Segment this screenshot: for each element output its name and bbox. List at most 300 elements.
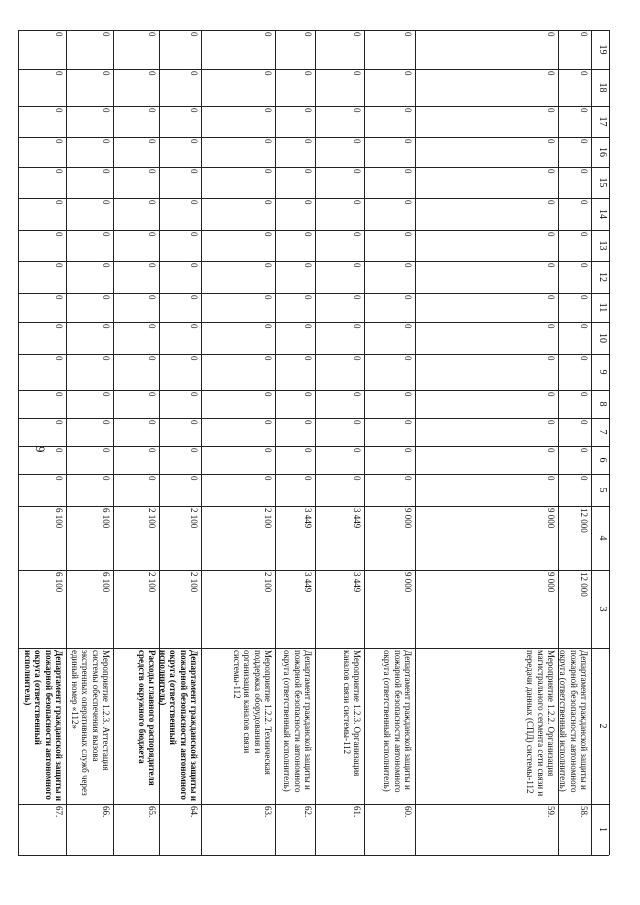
row-value: 0 — [101, 448, 111, 453]
row-value: 0 — [546, 139, 556, 144]
row-value-cell — [558, 69, 591, 106]
column-header-cell — [591, 198, 609, 230]
row-value: 0 — [263, 169, 273, 174]
column-header: 7 — [597, 429, 608, 435]
row-value-cell — [201, 446, 275, 474]
row-value-cell — [159, 69, 201, 106]
column-header-cell — [591, 322, 609, 354]
row-value: 0 — [403, 200, 413, 205]
row-value-cell — [201, 354, 275, 390]
row-value-cell — [275, 30, 315, 69]
row-value-cell — [113, 418, 159, 446]
row-number-cell — [558, 804, 591, 855]
row-value-cell — [113, 390, 159, 418]
row-name: Мероприятие 1.2.2. Техническая поддержка оборудования и организация каналов связи системы-112 — [231, 650, 273, 775]
row-value: 0 — [303, 295, 313, 300]
row-value: 0 — [101, 392, 111, 397]
row-value-cell — [558, 106, 591, 137]
row-value-cell — [201, 30, 275, 69]
row-value: 0 — [147, 356, 157, 361]
row-value-cell — [18, 69, 66, 106]
row-value-cell — [18, 106, 66, 137]
row-value: 0 — [546, 448, 556, 453]
row-value-cell — [159, 167, 201, 198]
row-value-cell — [415, 69, 558, 106]
row-value-cell — [18, 261, 66, 293]
row-value: 0 — [403, 71, 413, 76]
row-number: 64. — [189, 806, 199, 818]
row-value: 0 — [263, 295, 273, 300]
row-value-cell — [315, 322, 364, 354]
column-header: 6 — [597, 457, 608, 463]
row-value-cell — [315, 506, 364, 570]
row-name: Мероприятие 1.2.2. Организация магистрального сегмента сети связи и передачи данных (СПД) системы-112 — [525, 650, 556, 797]
row-value: 0 — [579, 324, 589, 329]
row-value-cell — [66, 137, 113, 167]
row-number: 61. — [352, 806, 362, 818]
row-value: 0 — [101, 32, 111, 37]
row-value: 0 — [546, 263, 556, 268]
row-value-cell — [18, 474, 66, 506]
row-value: 0 — [352, 232, 362, 237]
row-value: 0 — [303, 476, 313, 481]
row-value-cell — [558, 167, 591, 198]
row-value-cell — [364, 198, 415, 230]
row-value: 0 — [54, 139, 64, 144]
column-header: 12 — [597, 272, 608, 282]
row-name: Департамент гражданской защиты и пожарной безопасности автономного округа (ответственный исполнитель) — [22, 650, 64, 802]
column-header: 15 — [597, 177, 608, 188]
row-value-cell — [275, 418, 315, 446]
row-value: 2 100 — [189, 508, 199, 529]
row-value-cell — [275, 322, 315, 354]
row-value: 0 — [147, 169, 157, 174]
row-value-cell — [18, 418, 66, 446]
row-value: 0 — [189, 420, 199, 425]
table-gridline-v — [609, 30, 610, 855]
row-value: 0 — [352, 324, 362, 329]
row-value: 0 — [303, 392, 313, 397]
row-value-cell — [66, 167, 113, 198]
row-value: 3 449 — [352, 508, 362, 529]
row-value: 0 — [352, 420, 362, 425]
row-value-cell — [364, 354, 415, 390]
row-value: 0 — [403, 32, 413, 37]
row-value-cell — [275, 354, 315, 390]
column-header-cell — [591, 30, 609, 69]
column-header: 13 — [597, 240, 608, 251]
row-value-cell — [558, 506, 591, 570]
row-value: 9 000 — [403, 508, 413, 529]
row-value-cell — [558, 261, 591, 293]
row-value: 2 100 — [147, 572, 157, 593]
row-value-cell — [113, 230, 159, 261]
row-value-cell — [201, 322, 275, 354]
row-value-cell — [66, 322, 113, 354]
row-name-cell — [275, 648, 315, 804]
row-value: 0 — [263, 420, 273, 425]
row-value-cell — [18, 446, 66, 474]
row-value: 0 — [579, 200, 589, 205]
row-value: 0 — [189, 71, 199, 76]
column-header: 1 — [597, 827, 608, 832]
row-value-cell — [558, 137, 591, 167]
row-value-cell — [159, 418, 201, 446]
row-value: 2 100 — [263, 572, 273, 593]
row-number: 65. — [147, 806, 157, 818]
row-number-cell — [66, 804, 113, 855]
row-value: 0 — [403, 324, 413, 329]
row-name: Департамент гражданской защиты и пожарной безопасности автономного округа (ответственный исполнитель) — [282, 650, 313, 793]
row-value: 2 100 — [147, 508, 157, 529]
row-value-cell — [18, 390, 66, 418]
row-value: 0 — [189, 169, 199, 174]
row-value: 2 100 — [263, 508, 273, 529]
row-value-cell — [415, 418, 558, 446]
row-value: 0 — [263, 448, 273, 453]
row-value-cell — [159, 230, 201, 261]
row-number-cell — [315, 804, 364, 855]
row-name: Мероприятие 1.2.3. Организация каналов связи системы-112 — [341, 650, 362, 777]
column-header-cell — [591, 137, 609, 167]
row-value-cell — [159, 106, 201, 137]
row-value-cell — [113, 167, 159, 198]
row-value-cell — [364, 506, 415, 570]
row-value-cell — [415, 390, 558, 418]
row-value-cell — [18, 354, 66, 390]
row-value: 0 — [147, 263, 157, 268]
column-header: 9 — [597, 369, 608, 375]
column-header-cell — [591, 506, 609, 570]
row-name: Расходы главного распорядителя средств окружного бюджета — [136, 650, 157, 786]
row-number-cell — [201, 804, 275, 855]
row-value: 0 — [263, 476, 273, 481]
row-value-cell — [18, 570, 66, 648]
row-name: Департамент гражданской защиты и пожарной безопасности автономного округа (ответственный исполнитель) — [558, 650, 589, 793]
row-name: Мероприятие 1.2.3. Аттестация системы обеспечения вызова экстренных оперативных служб через единый номер «112» — [69, 650, 111, 796]
row-value-cell — [113, 293, 159, 322]
row-value: 0 — [147, 232, 157, 237]
row-value: 0 — [189, 232, 199, 237]
row-value: 0 — [403, 108, 413, 113]
row-number: 67. — [54, 806, 64, 818]
row-value-cell — [201, 69, 275, 106]
row-value: 0 — [189, 448, 199, 453]
row-number-cell — [415, 804, 558, 855]
row-number: 63. — [263, 806, 273, 818]
row-value: 0 — [303, 324, 313, 329]
row-value: 3 449 — [303, 572, 313, 593]
row-value-cell — [275, 230, 315, 261]
row-value-cell — [364, 418, 415, 446]
column-header-cell — [591, 804, 609, 855]
row-value: 0 — [352, 263, 362, 268]
column-header: 8 — [597, 401, 608, 407]
row-value: 0 — [189, 108, 199, 113]
row-value: 0 — [403, 476, 413, 481]
row-value: 0 — [263, 139, 273, 144]
row-value: 12 000 — [579, 572, 589, 597]
row-value: 0 — [579, 295, 589, 300]
row-value: 0 — [54, 108, 64, 113]
row-value-cell — [275, 69, 315, 106]
row-value: 0 — [303, 356, 313, 361]
row-value: 0 — [54, 392, 64, 397]
row-value-cell — [315, 230, 364, 261]
row-value-cell — [201, 390, 275, 418]
row-value: 0 — [189, 295, 199, 300]
row-value: 0 — [147, 32, 157, 37]
column-header-cell — [591, 418, 609, 446]
row-value: 0 — [303, 71, 313, 76]
row-value: 0 — [101, 139, 111, 144]
row-value-cell — [364, 106, 415, 137]
table-gridline-h — [18, 855, 609, 856]
row-value-cell — [275, 474, 315, 506]
row-value-cell — [315, 261, 364, 293]
row-value: 0 — [579, 356, 589, 361]
row-value: 2 100 — [189, 572, 199, 593]
row-value: 0 — [352, 295, 362, 300]
row-value: 0 — [147, 71, 157, 76]
column-header: 19 — [597, 44, 608, 55]
row-value-cell — [275, 570, 315, 648]
row-value-cell — [275, 106, 315, 137]
row-value: 0 — [579, 448, 589, 453]
row-name-cell — [415, 648, 558, 804]
row-value-cell — [275, 167, 315, 198]
row-value-cell — [113, 322, 159, 354]
row-value-cell — [415, 506, 558, 570]
row-value: 0 — [54, 263, 64, 268]
row-value-cell — [201, 230, 275, 261]
row-value: 0 — [546, 392, 556, 397]
row-value: 0 — [263, 263, 273, 268]
row-value-cell — [66, 506, 113, 570]
row-value-cell — [558, 390, 591, 418]
row-value-cell — [113, 506, 159, 570]
row-value: 0 — [546, 71, 556, 76]
row-value-cell — [201, 261, 275, 293]
row-value-cell — [159, 137, 201, 167]
row-value: 9 000 — [546, 572, 556, 593]
row-value-cell — [315, 390, 364, 418]
row-value-cell — [159, 506, 201, 570]
row-value: 0 — [403, 356, 413, 361]
row-value-cell — [315, 198, 364, 230]
row-value-cell — [558, 293, 591, 322]
row-value: 0 — [546, 356, 556, 361]
row-value: 0 — [352, 392, 362, 397]
row-value-cell — [113, 198, 159, 230]
row-name-cell — [113, 648, 159, 804]
row-name: Департамент гражданской защиты и пожарной безопасности автономного округа (ответственный исполнитель) — [382, 650, 413, 793]
row-value: 0 — [303, 200, 313, 205]
row-value-cell — [315, 354, 364, 390]
row-value-cell — [66, 418, 113, 446]
row-value: 0 — [101, 200, 111, 205]
row-value: 0 — [403, 232, 413, 237]
row-value: 0 — [403, 420, 413, 425]
row-value-cell — [275, 261, 315, 293]
row-name-cell — [66, 648, 113, 804]
row-value: 0 — [101, 263, 111, 268]
row-value-cell — [415, 474, 558, 506]
row-number: 59. — [546, 806, 556, 818]
row-value-cell — [66, 106, 113, 137]
row-value-cell — [159, 446, 201, 474]
row-value: 0 — [546, 232, 556, 237]
row-value: 0 — [54, 232, 64, 237]
row-value: 0 — [147, 200, 157, 205]
row-value-cell — [201, 570, 275, 648]
row-value-cell — [364, 446, 415, 474]
row-value: 0 — [403, 295, 413, 300]
row-value-cell — [113, 106, 159, 137]
row-value-cell — [159, 354, 201, 390]
row-name-cell — [315, 648, 364, 804]
row-value: 0 — [352, 71, 362, 76]
row-value-cell — [201, 106, 275, 137]
row-value-cell — [558, 474, 591, 506]
row-value-cell — [66, 198, 113, 230]
row-name: Департамент гражданской защиты и пожарной безопасности автономного округа (ответственный исполнитель) — [157, 650, 199, 802]
row-value-cell — [159, 570, 201, 648]
row-value-cell — [18, 137, 66, 167]
column-header: 5 — [597, 487, 608, 493]
row-value: 0 — [101, 420, 111, 425]
row-value: 0 — [352, 108, 362, 113]
row-value-cell — [66, 570, 113, 648]
row-value: 0 — [263, 392, 273, 397]
row-value-cell — [66, 230, 113, 261]
row-value-cell — [415, 293, 558, 322]
row-value-cell — [275, 446, 315, 474]
row-value: 0 — [101, 295, 111, 300]
row-value-cell — [315, 30, 364, 69]
row-value: 0 — [352, 32, 362, 37]
row-value-cell — [113, 137, 159, 167]
row-value: 0 — [147, 448, 157, 453]
row-value-cell — [201, 137, 275, 167]
row-value-cell — [364, 570, 415, 648]
row-value-cell — [275, 198, 315, 230]
row-value-cell — [159, 390, 201, 418]
row-value: 0 — [263, 32, 273, 37]
row-value: 0 — [147, 108, 157, 113]
row-value: 0 — [579, 420, 589, 425]
column-header: 11 — [597, 302, 608, 313]
row-value-cell — [364, 322, 415, 354]
row-value-cell — [415, 167, 558, 198]
row-value: 0 — [54, 448, 64, 453]
row-value-cell — [364, 167, 415, 198]
row-value-cell — [558, 446, 591, 474]
row-value-cell — [364, 293, 415, 322]
row-value: 0 — [546, 420, 556, 425]
column-header: 16 — [597, 147, 608, 157]
row-value-cell — [159, 261, 201, 293]
row-value-cell — [18, 30, 66, 69]
row-value: 6 100 — [54, 508, 64, 529]
row-value: 0 — [579, 108, 589, 113]
row-value: 0 — [403, 392, 413, 397]
row-value: 0 — [101, 169, 111, 174]
row-value: 0 — [147, 420, 157, 425]
column-header: 14 — [597, 209, 608, 219]
row-value-cell — [66, 474, 113, 506]
row-value: 0 — [352, 356, 362, 361]
row-value: 6 100 — [101, 572, 111, 593]
row-value: 0 — [147, 324, 157, 329]
row-value-cell — [18, 506, 66, 570]
column-header-cell — [591, 354, 609, 390]
row-value-cell — [315, 69, 364, 106]
row-value: 0 — [189, 139, 199, 144]
row-value: 0 — [101, 232, 111, 237]
row-value-cell — [18, 167, 66, 198]
column-header-cell — [591, 261, 609, 293]
row-name-cell — [364, 648, 415, 804]
row-value-cell — [201, 506, 275, 570]
row-value-cell — [275, 293, 315, 322]
row-value-cell — [364, 474, 415, 506]
column-header-cell — [591, 390, 609, 418]
row-value-cell — [18, 322, 66, 354]
column-header-cell — [591, 446, 609, 474]
row-value: 0 — [579, 392, 589, 397]
row-value-cell — [201, 167, 275, 198]
row-value: 0 — [579, 71, 589, 76]
row-value: 0 — [189, 200, 199, 205]
row-value-cell — [66, 354, 113, 390]
row-value-cell — [364, 390, 415, 418]
row-value: 0 — [101, 356, 111, 361]
row-value: 0 — [189, 476, 199, 481]
row-value-cell — [66, 446, 113, 474]
row-value-cell — [558, 322, 591, 354]
row-number: 60. — [403, 806, 413, 818]
row-value: 0 — [352, 169, 362, 174]
row-number-cell — [275, 804, 315, 855]
row-value: 0 — [303, 232, 313, 237]
row-value: 0 — [303, 420, 313, 425]
row-value: 0 — [303, 139, 313, 144]
column-header-cell — [591, 293, 609, 322]
row-value-cell — [66, 261, 113, 293]
column-header-cell — [591, 474, 609, 506]
row-value: 0 — [546, 200, 556, 205]
row-number-cell — [364, 804, 415, 855]
row-number-cell — [159, 804, 201, 855]
row-number: 58. — [579, 806, 589, 818]
row-value: 0 — [54, 356, 64, 361]
row-value: 0 — [101, 324, 111, 329]
row-number: 62. — [303, 806, 313, 818]
row-number: 66. — [101, 806, 111, 818]
row-value: 0 — [263, 356, 273, 361]
row-number-cell — [18, 804, 66, 855]
row-value: 0 — [189, 263, 199, 268]
row-value: 0 — [263, 324, 273, 329]
page-number: 9 — [33, 446, 48, 453]
row-value-cell — [558, 30, 591, 69]
row-value: 0 — [54, 295, 64, 300]
row-value: 0 — [147, 139, 157, 144]
row-value-cell — [113, 570, 159, 648]
row-value-cell — [113, 446, 159, 474]
row-value-cell — [315, 570, 364, 648]
